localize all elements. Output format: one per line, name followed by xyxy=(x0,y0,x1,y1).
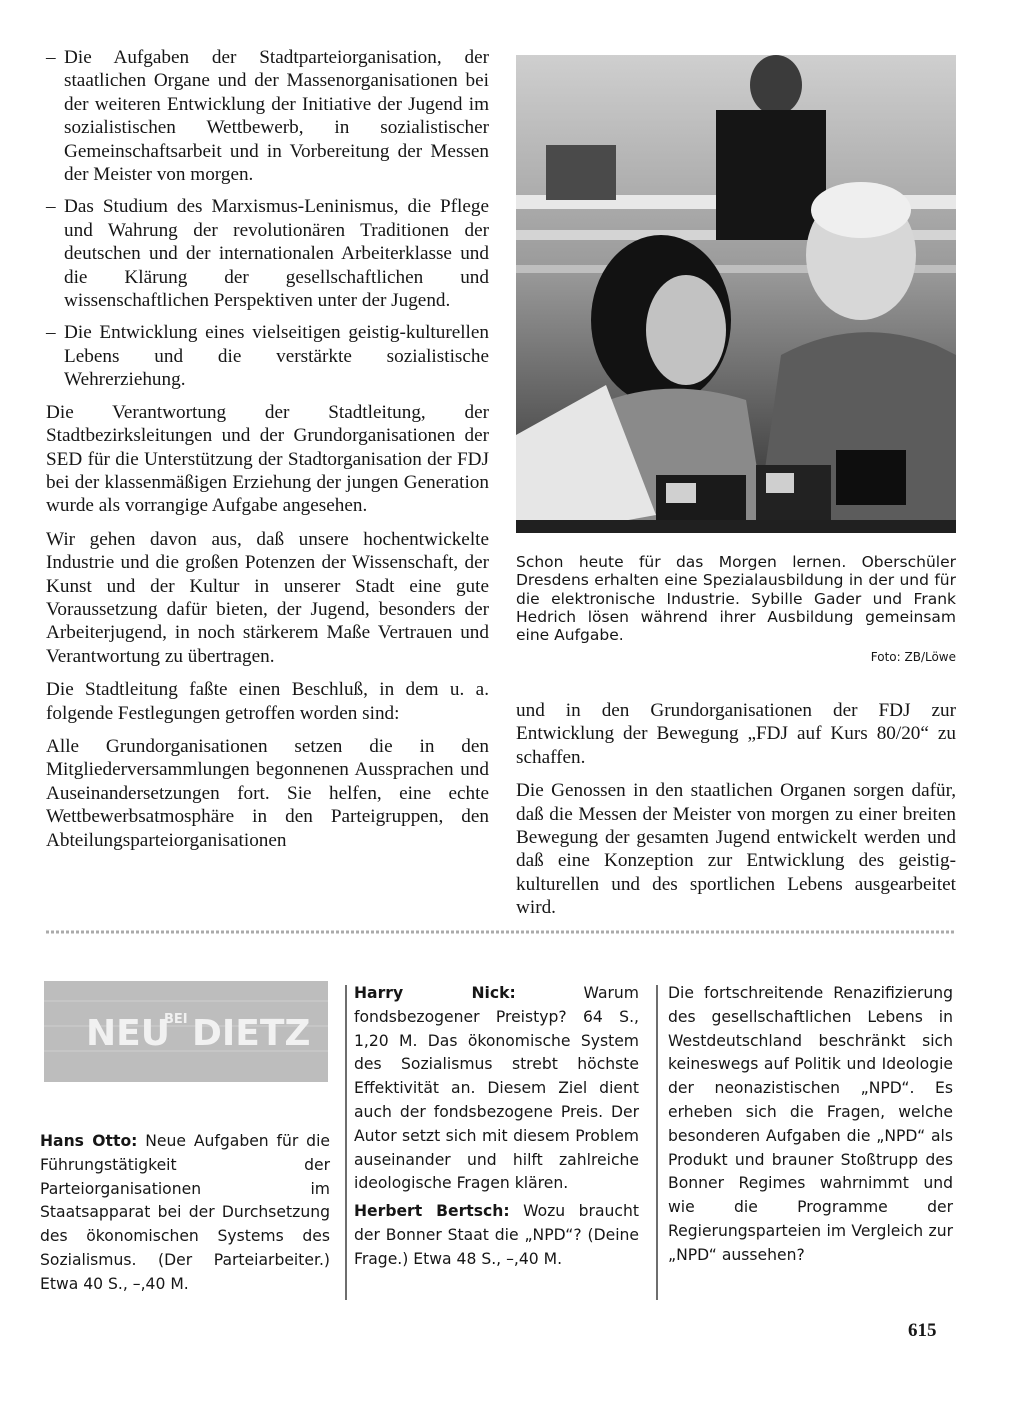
book-entry xyxy=(40,1130,330,1297)
book-column-1 xyxy=(40,1130,330,1297)
book-description: Warum fondsbezogener Preistyp? 64 S., 1,20 M. Das ökonomische System des Sozialismus strebt höchste Effektivität an. Diesem Ziel dient auch der fondsbezogene Preis. Der Autor setzt sich mit diesem Problem auseinander und hilft zahlreiche ideologische Fragen klären. xyxy=(354,984,639,1193)
banner-word-neu: NEU xyxy=(86,1013,170,1054)
paragraph: Die Verantwortung der Stadtleitung, der Stadtbezirksleitungen und der Grundorganisationen der SED für die Unterstützung der Stadtorganisation der FDJ bei der klassenmäßigen Erziehung der jungen Generation wurde als vorrangige Aufgabe angesehen. xyxy=(46,401,489,517)
book-author: Hans Otto: xyxy=(40,1132,138,1150)
book-author: Herbert Bertsch: xyxy=(354,1202,510,1221)
column-divider xyxy=(656,985,658,1300)
book-description: Neue Aufgaben für die Führungstätigkeit der Parteiorganisationen im Staatsapparat bei der Durchsetzung des ökonomischen Systems des Sozialismus. (Der Parteiarbeiter.) Etwa 40 S., –,40 M. xyxy=(40,1132,330,1293)
photo-image xyxy=(516,55,956,533)
left-column xyxy=(46,46,489,862)
paragraph: und in den Grundorganisationen der FDJ zur Entwicklung der Bewegung „FDJ auf Kurs 80/20“ zu schaffen. xyxy=(516,700,956,768)
book-entry xyxy=(354,982,639,1196)
photo-credit: Foto: ZB/Löwe xyxy=(870,650,956,665)
column-divider xyxy=(345,985,347,1300)
photo-caption xyxy=(516,553,956,667)
separator-rule xyxy=(46,928,954,936)
book-column-2 xyxy=(354,982,639,1272)
dash-item: – Das Studium des Marxismus-Leninismus, die Pflege und Wahrung der revolutionären Traditionen der deutschen und der internationalen Arbeiterklasse und die Klärung der gesellschaftlichen und wissenschaftlichen Perspektiven unter der Jugend. xyxy=(46,196,489,312)
book-author: Harry Nick: xyxy=(354,984,516,1002)
caption-text: Schon heute für das Morgen lernen. Oberschüler Dresdens erhalten eine Spezialausbildung in der und für die elektronische Industrie. Sybille Gader und Frank Hedrich lösen während ihrer Ausbildung gemeinsam eine Aufgabe. xyxy=(516,553,956,645)
dash-item: – Die Entwicklung eines vielseitigen geistig-kulturellen Lebens und die verstärkte sozialistische Wehrerziehung. xyxy=(46,322,489,391)
paragraph: Die Genossen in den staatlichen Organen sorgen dafür, daß die Messen der Meister von morgen zu einer breiten Bewegung der gesamten Jugend entwickelt werden und daß eine Konzeption zur Entwicklung des geistig-kulturellen und des sportlichen Lebens ausgearbeitet wird. xyxy=(516,780,956,919)
book-blurb: Die fortschreitende Renazifizierung des gesellschaftlichen Lebens in Westdeutschland beschränkt sich keineswegs auf Politik und Ideologie der neonazistischen „NPD“. Es erheben sich die Fragen, welche besonderen Aufgaben die „NPD“ als Produkt und brauner Stoßtrupp des Bonner Regimes wahrnimmt und wie die Programme der Regierungsparteien im Vergleich zur „NPD“ aussehen? xyxy=(668,984,953,1264)
page-number: 615 xyxy=(908,1320,937,1341)
book-entry xyxy=(354,1200,639,1271)
paragraph: Wir gehen davon aus, daß unsere hochentwickelte Industrie und die großen Potenzen der Wissenschaft, der Kunst und der Kultur in unserer Stadt eine gute Voraussetzung dafür bieten, der Jugend, besonders der Arbeiterjugend, in noch stärkerem Maße Vertrauen und Verantwortung zu übertragen. xyxy=(46,528,489,667)
banner-word-bei: BEI xyxy=(164,1012,188,1027)
paragraph: Die Stadtleitung faßte einen Beschluß, in dem u. a. folgende Festlegungen getroffen worden sind: xyxy=(46,679,489,724)
paragraph: Alle Grundorganisationen setzen die in den Mitgliederversammlungen begonnenen Aussprachen und Auseinandersetzungen fort. Sie helfen, eine echte Wettbewerbsatmosphäre in den Parteigruppen, den Abteilungsparteiorganisationen xyxy=(46,735,489,851)
book-description: Wozu braucht der Bonner Staat die „NPD“? (Deine Frage.) Etwa 48 S., –,40 M. xyxy=(354,1202,639,1268)
right-column xyxy=(516,699,956,930)
banner-word-dietz: DIETZ xyxy=(192,1013,311,1054)
dash-item-text: Das Studium des Marxismus-Leninismus, die Pflege und Wahrung der revolutionären Traditionen der deutschen und der internationalen Arbeiterklasse und die Klärung der gesellschaftlichen und wissenschaftlichen Perspektiven unter der Jugend. xyxy=(64,196,489,312)
book-column-3 xyxy=(668,982,953,1268)
photo xyxy=(516,55,956,533)
banner-neu-bei-dietz xyxy=(44,981,328,1082)
dash-item: – Die Aufgaben der Stadtparteiorganisation, der staatlichen Organe und der Massenorganisationen bei der weiteren Entwicklung der Initiative der Jugend im sozialistischen Wettbewerb, in sozialistischer Gemeinschaftsarbeit und in Vorbereitung der Messen der Meister von morgen. xyxy=(46,47,489,186)
dash-item-text: Die Entwicklung eines vielseitigen geistig-kulturellen Lebens und die verstärkte sozialistische Wehrerziehung. xyxy=(64,322,489,391)
dash-item-text: Die Aufgaben der Stadtparteiorganisation, der staatlichen Organe und der Massenorganisationen bei der weiteren Entwicklung der Initiative der Jugend im sozialistischen Wettbewerb, in sozialistischer Gemeinschaftsarbeit und in Vorbereitung der Messen der Meister von morgen. xyxy=(64,47,489,186)
banner-graphic xyxy=(44,981,328,1082)
